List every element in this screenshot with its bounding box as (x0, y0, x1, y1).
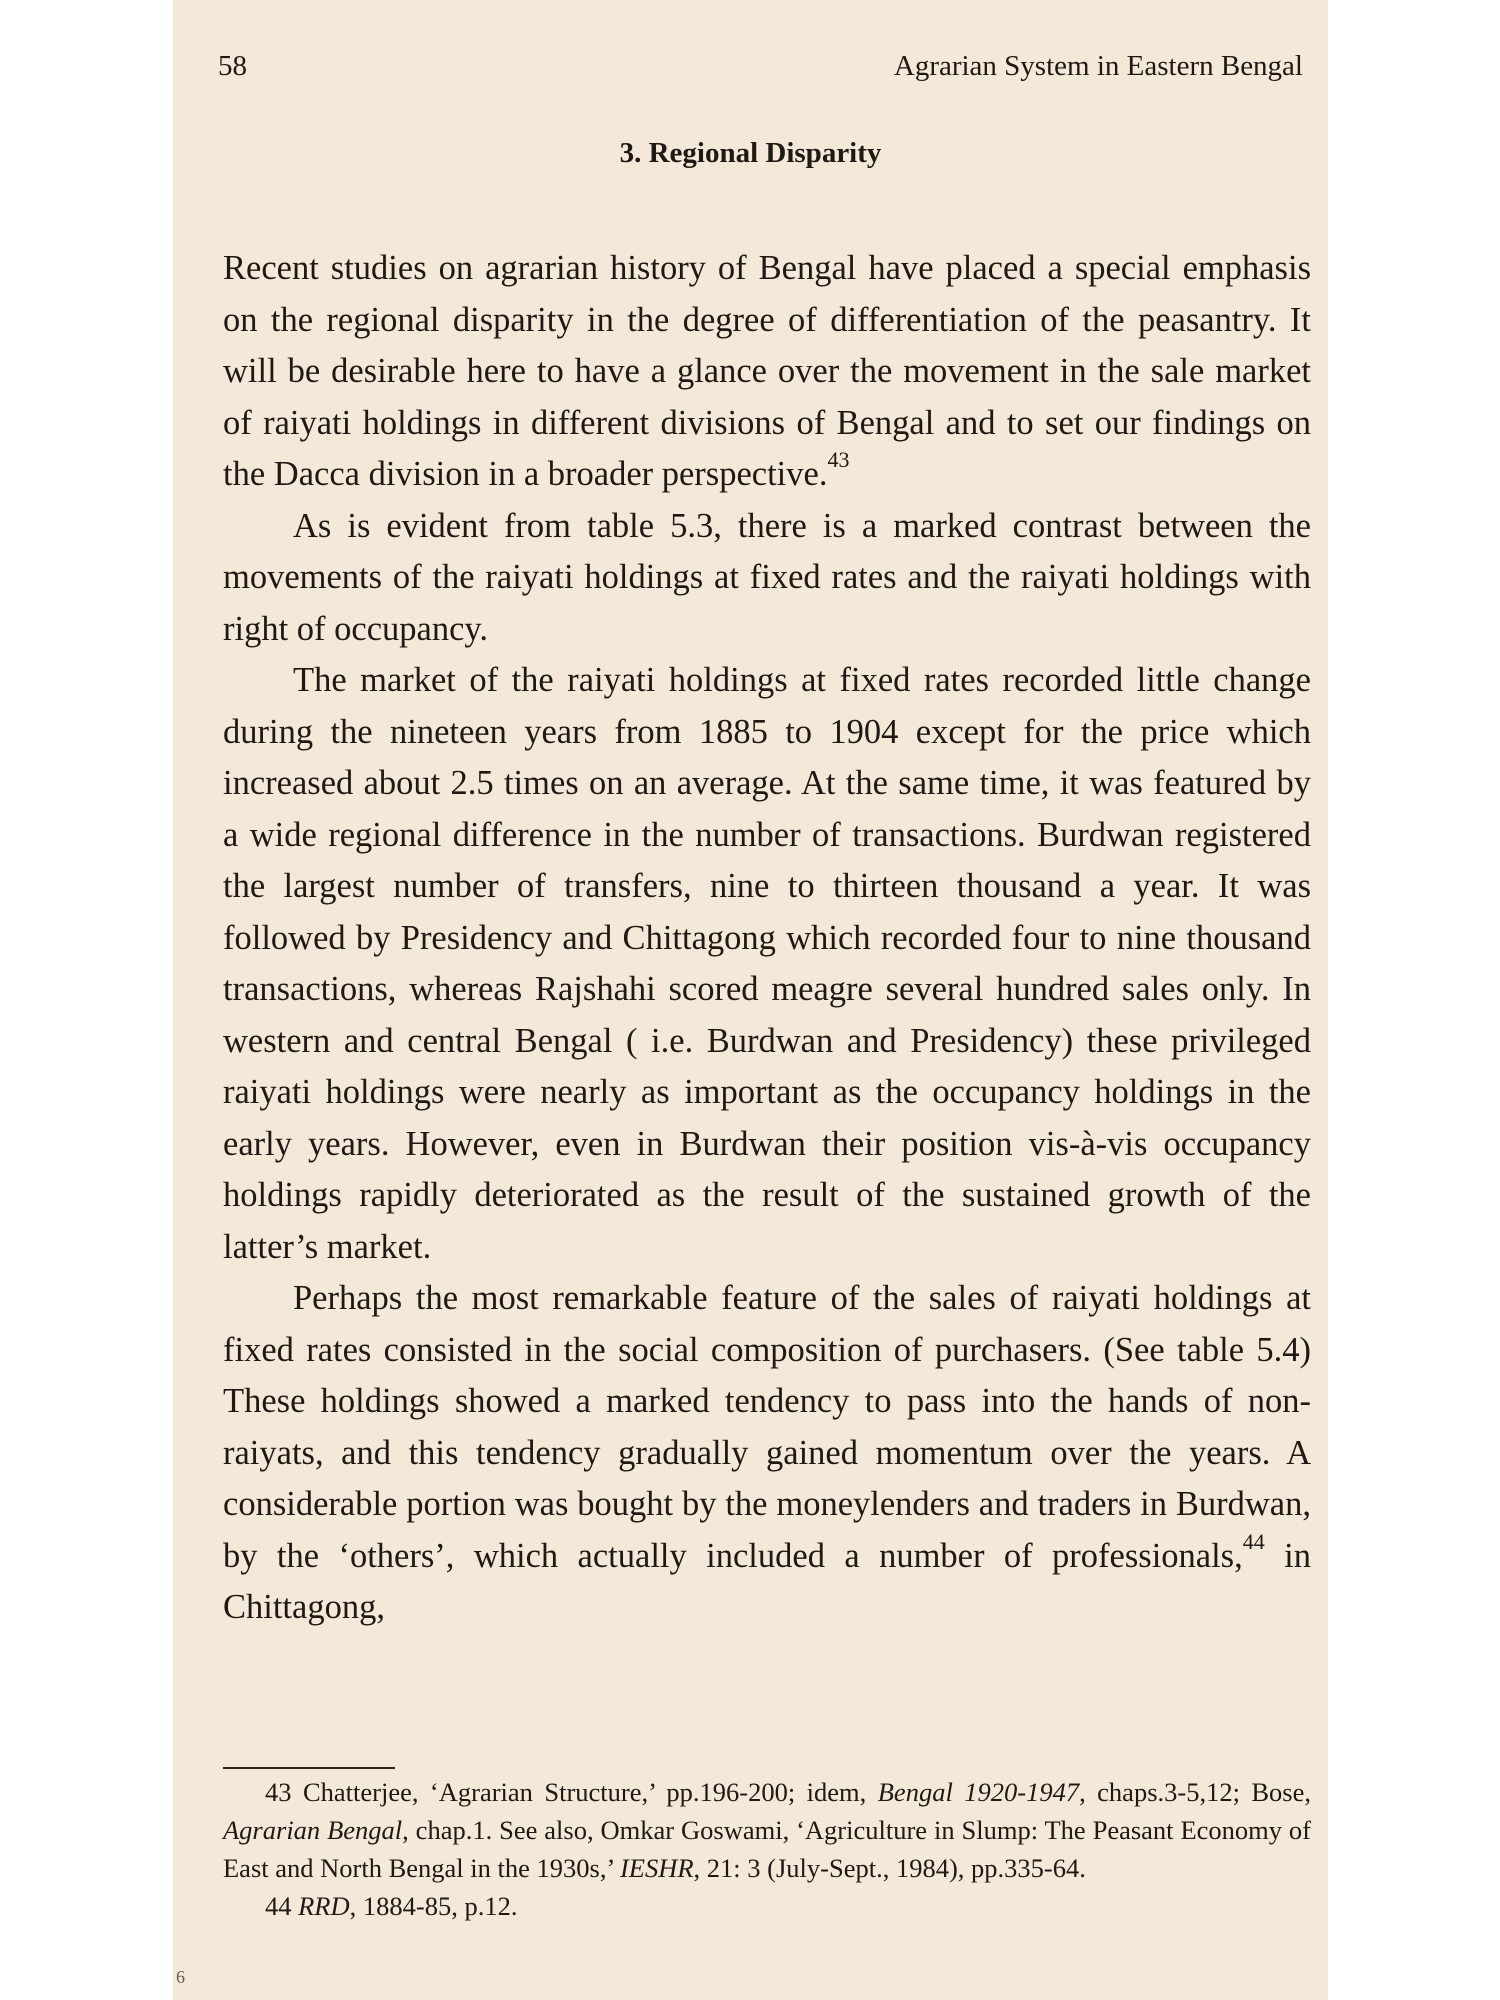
body-text (223, 243, 1311, 1634)
paragraph: Recent studies on agrarian history of Bengal have placed a special emphasis on the regional disparity in the degree of differentiation of the peasantry. It will be desirable here to have a glance over the movement in the sale market of raiyati holdings in different divisions of Bengal and to set our findings on the Dacca division in a broader perspective.$^{43}$ (223, 249, 1311, 493)
book-page (173, 0, 1328, 2000)
footnote-44: 44 RRD, 1884-85, p.12. (265, 1891, 518, 1921)
footnote-divider (223, 1767, 395, 1769)
paragraph: As is evident from table 5.3, there is a marked contrast between the movements of the raiyati holdings at fixed rates and the raiyati holdings with right of occupancy. (223, 506, 1311, 648)
running-title: Agrarian System in Eastern Bengal (893, 50, 1303, 82)
footnotes (223, 1773, 1311, 1925)
footnote-reference: 43 (827, 447, 850, 472)
paragraph: The market of the raiyati holdings at fixed rates recorded little change during the nineteen years from 1885 to 1904 except for the price which increased about 2.5 times on an average. At the same time, it was featured by a wide regional difference in the number of transactions. Burdwan registered the largest number of transfers, nine to thirteen thousand a year. It was followed by Presidency and Chittagong which recorded four to nine thousand transactions, whereas Rajshahi scored meagre several hundred sales only. In western and central Bengal ( i.e. Burdwan and Presidency) these privileged raiyati holdings were nearly as important as the occupancy holdings in the early years. However, even in Burdwan their position vis-à-vis occupancy holdings rapidly deteriorated as the result of the sustained growth of the latter’s market. (223, 661, 1311, 1266)
paragraph: Perhaps the most remarkable feature of the sales of raiyati holdings at fixed rates consisted in the social composition of purchasers. (See table 5.4) These holdings showed a marked tendency to pass into the hands of non-raiyats, and this tendency gradually gained momentum over the years. A considerable portion was bought by the moneylenders and traders in Burdwan, by the ‘others’, which actually included a number of professionals,$^{44}$ in Chittagong, (223, 1279, 1312, 1626)
page-number: 58 (218, 50, 247, 82)
section-heading: 3. Regional Disparity (619, 137, 882, 169)
corner-mark: 6 (176, 1967, 185, 1987)
footnote-43: 43 Chatterjee, ‘Agrarian Structure,’ pp.196-200; idem, Bengal 1920-1947, chaps.3-5,12; Bose, Agrarian Bengal, chap.1. See also, Omkar Goswami, ‘Agriculture in Slump: The Peasant Economy of East and North Bengal in the 1930s,’ IESHR, 21: 3 (July-Sept., 1984), pp.335-64. (223, 1777, 1312, 1883)
footnote-reference: 44 (1242, 1528, 1265, 1554)
